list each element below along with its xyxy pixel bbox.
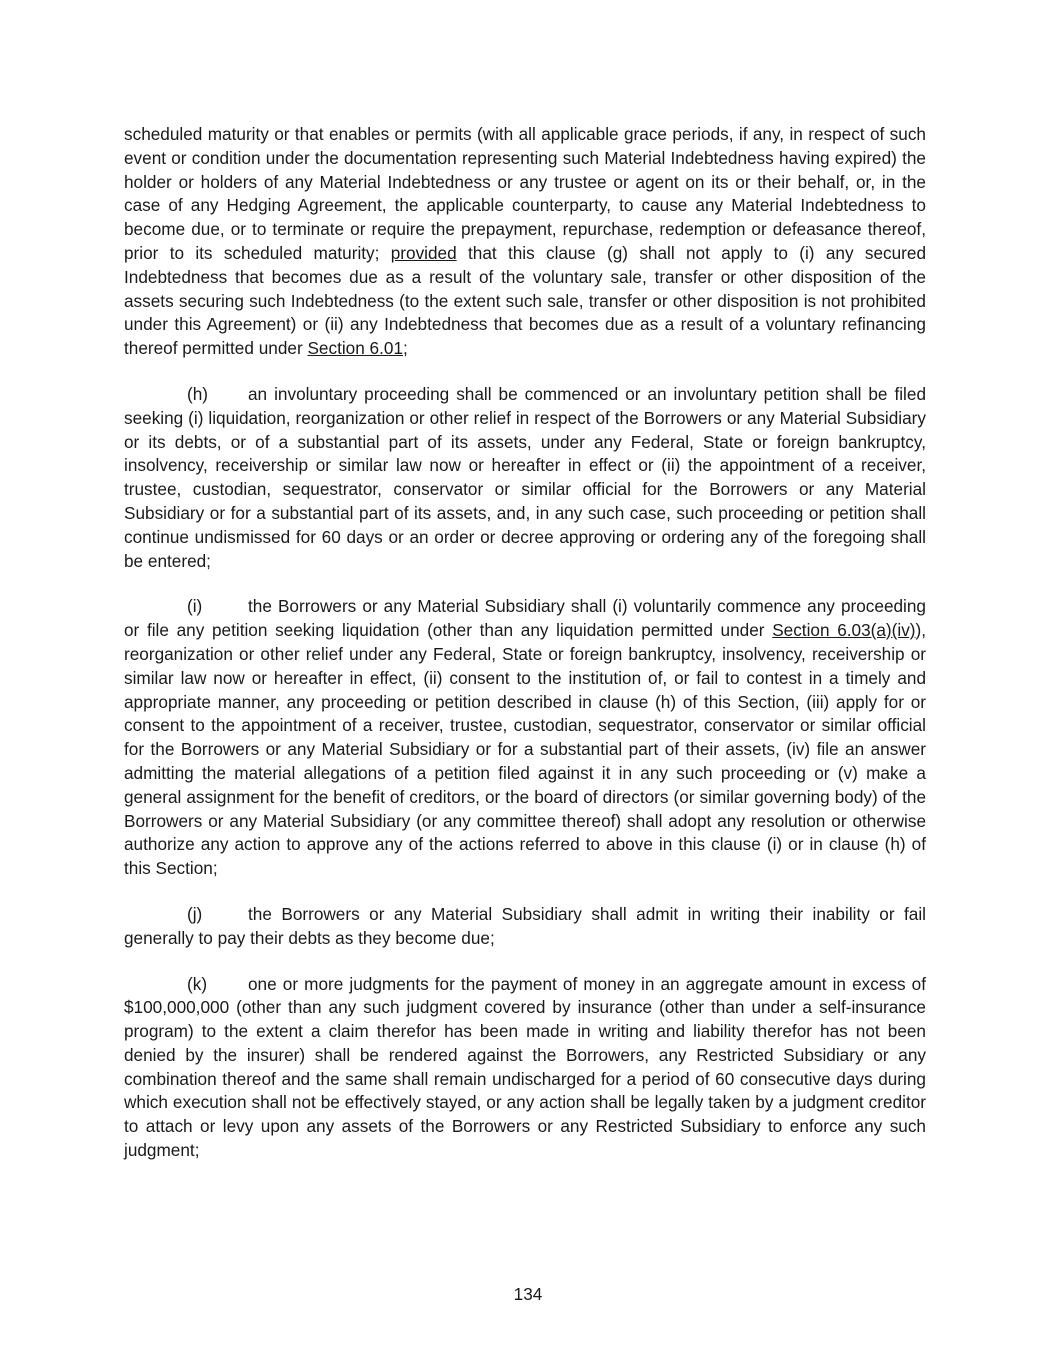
clause-label-h: (h) <box>187 383 209 404</box>
paragraph-j <box>124 903 926 951</box>
section-reference-6-03: Section 6.03(a)(iv) <box>772 620 916 641</box>
clause-label-k: (k) <box>187 973 208 994</box>
paragraph-text: the Borrowers or any Material Subsidiary shall admit in writing their inability or fail generally to pay their debts as they become due; <box>124 903 926 948</box>
paragraph-text: the Borrowers or any Material Subsidiary shall (i) voluntarily commence any proceeding or file any petition seeking liquidation (other than any liquidation permitted under <box>124 596 926 641</box>
paragraph-text: scheduled maturity or that enables or permits (with all applicable grace periods, if any, in respect of such event or condition under the documentation representing such Material Indebtedness having expired) the holder or holders of any Material Indebtedness or any trustee or agent on its or their behalf, or, in the case of any Hedging Agreement, the applicable counterparty, to cause any Material Indebtedness to become due, or to terminate or require the prepayment, repurchase, redemption or defeasance thereof, prior to its scheduled maturity; <box>124 124 926 263</box>
paragraph-text: ), reorganization or other relief under any Federal, State or foreign bankruptcy, insolvency, receivership or similar law now or hereafter in effect, (ii) consent to the institution of, or fail to contest in a timely and appropriate manner, any proceeding or petition described in clause (h) of this Section, (iii) apply for or consent to the appointment of a receiver, trustee, custodian, sequestrator, conservator or similar official for the Borrowers or any Material Subsidiary or for a substantial part of their assets, (iv) file an answer admitting the material allegations of a petition filed against it in any such proceeding or (v) make a general assignment for the benefit of creditors, or the board of directors (or similar governing body) of the Borrowers or any Material Subsidiary (or any committee thereof) shall adopt any resolution or otherwise authorize any action to approve any of the actions referred to above in this clause (i) or in clause (h) of this Section; <box>124 620 927 879</box>
section-reference-6-01: Section 6.01 <box>307 338 404 359</box>
paragraph-i <box>124 595 926 881</box>
page-number: 134 <box>513 1284 543 1304</box>
document-page <box>124 123 926 1163</box>
paragraph-k <box>124 973 926 1163</box>
paragraph-text: that this clause (g) shall not apply to (i) any secured Indebtedness that becomes due as a result of the voluntary sale, transfer or other disposition of the assets securing such Indebtedness (to the extent such sale, transfer or other disposition is not prohibited under this Agreement) or (ii) any Indebtedness that becomes due as a result of a voluntary refinancing thereof permitted under <box>124 242 926 359</box>
paragraph-g-continuation <box>124 123 926 361</box>
paragraph-h <box>124 383 926 573</box>
paragraph-text: an involuntary proceeding shall be commenced or an involuntary petition shall be filed seeking (i) liquidation, reorganization or other relief in respect of the Borrowers or any Material Subsidiary or its debts, or of a substantial part of its assets, under any Federal, State or foreign bankruptcy, insolvency, receivership or similar law now or hereafter in effect or (ii) the appointment of a receiver, trustee, custodian, sequestrator, conservator or similar official for the Borrowers or any Material Subsidiary or for a substantial part of its assets, and, in any such case, such proceeding or petition shall continue undismissed for 60 days or an order or decree approving or ordering any of the foregoing shall be entered; <box>124 383 926 571</box>
paragraph-text: ; <box>403 338 408 359</box>
provided-term: provided <box>390 242 457 263</box>
clause-label-i: (i) <box>187 596 203 617</box>
paragraph-text: one or more judgments for the payment of money in an aggregate amount in excess of $100,000,000 (other than any such judgment covered by insurance (other than under a self-insurance program) to the extent a claim therefor has been made in writing and liability therefor has not been denied by the insurer) shall be rendered against the Borrowers, any Restricted Subsidiary or any combination thereof and the same shall remain undischarged for a period of 60 consecutive days during which execution shall not be effectively stayed, or any action shall be legally taken by a judgment creditor to attach or levy upon any assets of the Borrowers or any Restricted Subsidiary to enforce any such judgment; <box>124 973 926 1161</box>
clause-label-j: (j) <box>187 903 203 924</box>
